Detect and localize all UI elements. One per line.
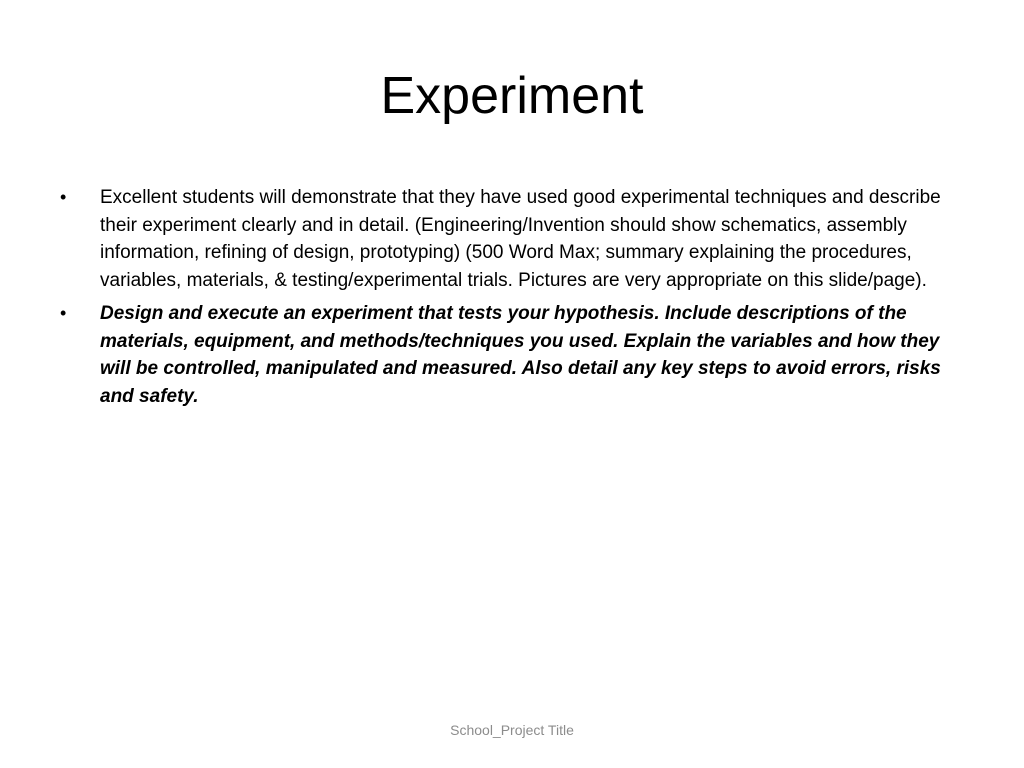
slide-footer: School_Project Title [450,722,574,738]
bullet-list [60,184,965,416]
bullet-text-instructions: Design and execute an experiment that tests your hypothesis. Include descriptions of the materials, equipment, and methods/techniques you used. Explain the variables and how they will be controlled, manipulated and measured. Also detail any key steps to avoid errors, risks and safety. [100,303,941,407]
slide-title: Experiment [380,67,644,125]
bullet-item-criteria [60,184,965,294]
bullet-icon: • [60,187,67,207]
bullet-icon: • [60,303,67,323]
bullet-text-criteria: Excellent students will demonstrate that they have used good experimental techniques and describe their experiment clearly and in detail. (Engineering/Invention should show schematics, assembly information, refining of design, prototyping) (500 Word Max; summary explaining the procedures, variables, materials, & testing/experimental trials. Pictures are very appropriate on this slide/page). [100,187,941,291]
bullet-item-instructions [60,300,965,410]
